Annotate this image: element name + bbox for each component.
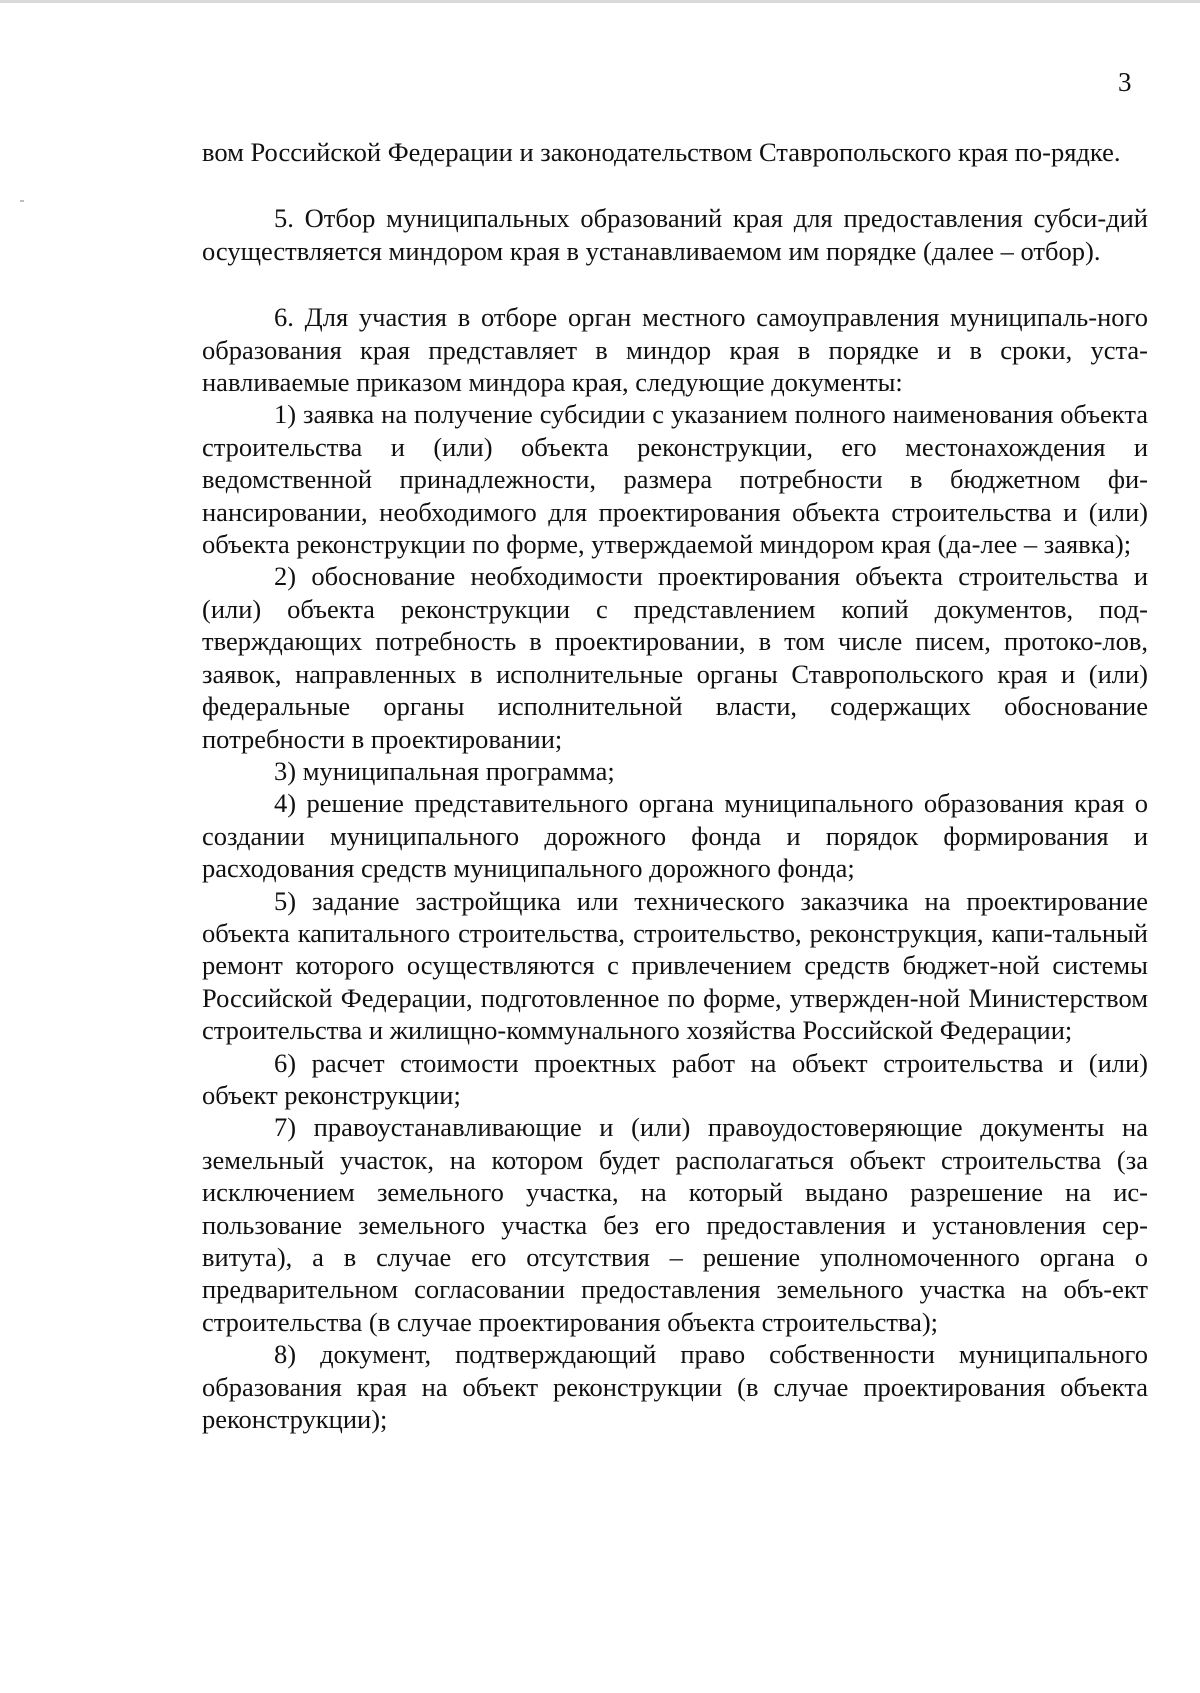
paragraph-continuation: вом Российской Федерации и законодательством Ставропольского края по-рядке.: [202, 137, 1121, 167]
document-body: [202, 136, 1148, 1435]
list-item-8: 8) документ, подтверждающий право собственности муниципального образования края на объект реконструкции (в случае проектирования объекта реконструкции);: [202, 1339, 1148, 1435]
list-item-2: 2) обоснование необходимости проектирования объекта строительства и (или) объекта реконструкции с представлением копий документов, под-тверждающих потребность в проектировании, в том числе писем, протоко-лов, заявок, направленных в исполнительные органы Ставропольского края и (или) федеральные органы исполнительной власти, содержащих обоснование потребности в проектировании;: [202, 561, 1148, 754]
paragraph-gap: [202, 168, 1148, 202]
paragraph-item-6: 6. Для участия в отборе орган местного самоуправления муниципаль-ного образования края представляет в миндор края в порядке и в сроки, уста-навливаемые приказом миндора края, следующие документы:: [202, 302, 1148, 398]
list-item-4: 4) решение представительного органа муниципального образования края о создании муниципального дорожного фонда и порядок формирования и расходования средств муниципального дорожного фонда;: [202, 788, 1148, 884]
list-item-7: 7) правоустанавливающие и (или) правоудостоверяющие документы на земельный участок, на котором будет располагаться объект строительства (за исключением земельного участка, на который выдано разрешение на ис-пользование земельного участка без его предоставления и установления сер-витута), а в случае его отсутствия – решение уполномоченного органа о предварительном согласовании предоставления земельного участка на объ-ект строительства (в случае проектирования объекта строительства);: [202, 1112, 1148, 1337]
paragraph-item-5: 5. Отбор муниципальных образований края для предоставления субси-дий осуществляется миндором края в устанавливаемом им порядке (далее – отбор).: [202, 203, 1148, 266]
page-number: 3: [1118, 67, 1132, 97]
list-item-3: 3) муниципальная программа;: [274, 755, 615, 786]
page-top-edge: [0, 0, 1200, 3]
paragraph-gap: [202, 267, 1148, 301]
list-item-1: 1) заявка на получение субсидии с указанием полного наименования объекта строительства и (или) объекта реконструкции, его местонахождения и ведомственной принадлежности, размера потребности в бюджетном фи-нансировании, необходимого для проектирования объекта строительства и (или) объекта реконструкции по форме, утверждаемой миндором края (да-лее – заявка);: [202, 399, 1148, 560]
list-item-6: 6) расчет стоимости проектных работ на объект строительства и (или) объект реконструкции;: [202, 1047, 1148, 1110]
list-item-5: 5) задание застройщика или технического заказчика на проектирование объекта капитального строительства, строительство, реконструкция, капи-тальный ремонт которого осуществляются с привлечением средств бюджет-ной системы Российской Федерации, подготовленное по форме, утвержден-ной Министерством строительства и жилищно-коммунального хозяйства Российской Федерации;: [202, 885, 1148, 1046]
scan-mark: [20, 200, 24, 202]
